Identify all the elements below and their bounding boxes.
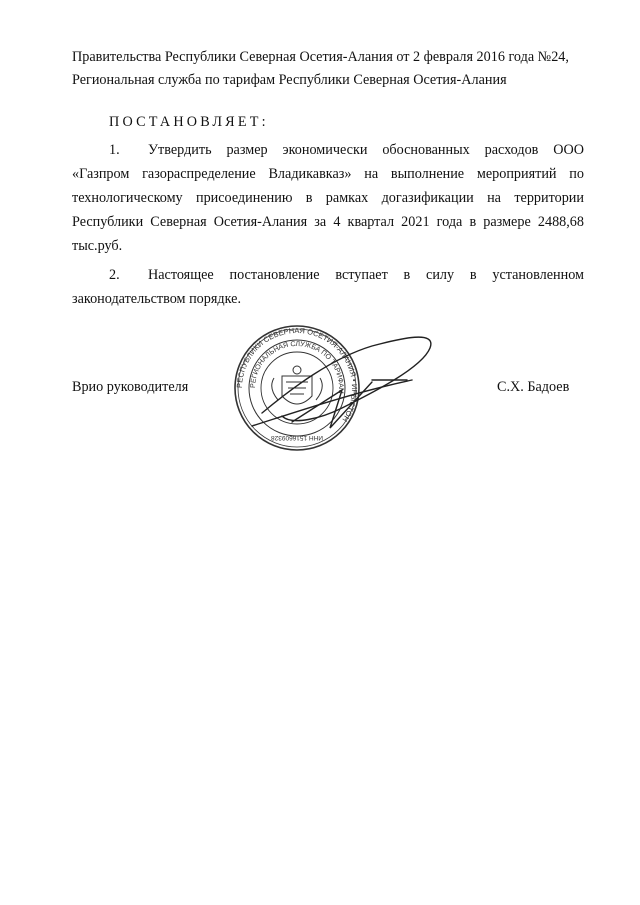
intro-line-2: Региональная служба по тарифам Республики Северная Осетия-Алания <box>72 72 507 88</box>
signatory-position: Врио руководителя <box>72 379 189 395</box>
clause-2-line-1: Настоящее постановление вступает в силу в установленном <box>148 267 584 283</box>
clause-1-line-4: Республики Северная Осетия-Алания за 4 квартал 2021 года в размере 2488,68 <box>72 214 584 230</box>
seal-stamp <box>235 326 359 450</box>
seal-inn: ИНН 1516609328 <box>270 434 324 441</box>
decree-heading: ПОСТАНОВЛЯЕТ: <box>109 114 269 130</box>
official-seal <box>222 318 452 458</box>
clause-1-number: 1. <box>109 142 120 158</box>
clause-1-line-1: Утвердить размер экономически обоснованных расходов ООО <box>148 142 584 158</box>
seal-inner-text: РЕГИОНАЛЬНАЯ СЛУЖБА ПО ТАРИФАМ <box>249 340 345 394</box>
clause-2-number: 2. <box>109 267 120 283</box>
intro-line-1: Правительства Республики Северная Осетия-Алания от 2 февраля 2016 года №24, <box>72 49 569 65</box>
clause-1-line-5: тыс.руб. <box>72 238 123 254</box>
signatory-name: С.Х. Бадоев <box>497 379 570 395</box>
clause-1-line-3: технологическому присоединению в рамках догазификации на территории <box>72 190 584 206</box>
seal-outer-text: РЕСПУБЛИКИ СЕВЕРНАЯ ОСЕТИЯ-АЛАНИЯ • ИРЫСТОН <box>234 325 360 424</box>
clause-2-line-2: законодательством порядке. <box>72 291 241 307</box>
clause-1-line-2: «Газпром газораспределение Владикавказ» на выполнение мероприятий по <box>72 166 584 182</box>
